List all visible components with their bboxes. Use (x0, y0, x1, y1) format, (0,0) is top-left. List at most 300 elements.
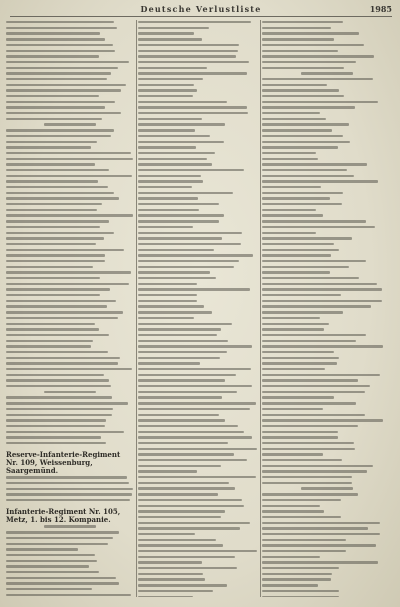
text-line (138, 186, 258, 191)
text-line (262, 44, 392, 49)
text-line (262, 573, 392, 578)
text-line (6, 436, 134, 441)
text-line (6, 186, 134, 191)
text-line (138, 283, 258, 288)
text-line (138, 487, 258, 492)
text-line (6, 294, 134, 299)
text-line (262, 374, 392, 379)
text-line (6, 543, 134, 548)
text-line (138, 470, 258, 475)
text-line (138, 135, 258, 140)
text-line (138, 510, 258, 515)
text-line (6, 425, 134, 430)
text-line (262, 271, 392, 276)
text-line (262, 27, 392, 32)
text-line (262, 436, 392, 441)
text-line (6, 44, 134, 49)
text-line (138, 533, 258, 538)
text-line (262, 118, 392, 123)
text-line (262, 442, 392, 447)
text-line (262, 510, 392, 515)
text-line (262, 317, 392, 322)
text-line (262, 584, 392, 589)
text-line (6, 220, 134, 225)
text-line (262, 408, 392, 413)
text-line (262, 158, 392, 163)
text-line (6, 61, 134, 66)
text-line (262, 402, 392, 407)
text-line (6, 277, 134, 282)
text-line (138, 476, 258, 481)
text-line (138, 169, 258, 174)
text-line (6, 101, 134, 106)
text-line (6, 414, 134, 419)
text-line (138, 232, 258, 237)
text-column-middle (138, 20, 258, 597)
text-line (6, 385, 134, 390)
text-line (6, 266, 134, 271)
text-line (138, 550, 258, 555)
text-line (6, 78, 134, 83)
text-line (262, 448, 392, 453)
text-line (138, 573, 258, 578)
text-line (138, 578, 258, 583)
text-line (138, 158, 258, 163)
text-line (138, 539, 258, 544)
text-line (6, 351, 134, 356)
text-line (138, 567, 258, 572)
text-line (138, 129, 258, 134)
text-line (6, 84, 134, 89)
text-line (138, 374, 258, 379)
text-line (138, 67, 258, 72)
text-line (6, 340, 134, 345)
text-line (262, 38, 392, 43)
text-line (6, 283, 134, 288)
text-line (262, 323, 392, 328)
text-line (262, 50, 392, 55)
text-line (262, 214, 392, 219)
text-line (262, 243, 392, 248)
text-line (138, 305, 258, 310)
text-line (262, 112, 392, 117)
text-line (138, 237, 258, 242)
text-line (138, 385, 258, 390)
text-line (6, 288, 134, 293)
text-line (262, 180, 392, 185)
text-line (262, 362, 392, 367)
text-line (262, 539, 392, 544)
text-line (6, 38, 134, 43)
text-line (262, 522, 392, 527)
text-line (138, 505, 258, 510)
subsection-line (6, 391, 134, 396)
text-line (262, 453, 392, 458)
text-line (138, 209, 258, 214)
text-line (138, 465, 258, 470)
text-line (262, 32, 392, 37)
text-line (262, 192, 392, 197)
text-line (6, 531, 134, 536)
text-line (262, 470, 392, 475)
text-line (138, 328, 258, 333)
text-line (6, 254, 134, 259)
text-line (262, 533, 392, 538)
text-line (6, 577, 134, 582)
text-line (138, 584, 258, 589)
text-line (6, 50, 134, 55)
text-line (6, 334, 134, 339)
text-line (138, 522, 258, 527)
subsection-line (262, 487, 392, 492)
subsection-line (6, 525, 134, 530)
text-line (262, 334, 392, 339)
page-number: 1985 (369, 4, 392, 14)
text-line (6, 582, 134, 587)
text-line (6, 374, 134, 379)
text-line (6, 476, 134, 481)
text-line (138, 448, 258, 453)
text-line (262, 544, 392, 549)
text-line (138, 243, 258, 248)
text-line (262, 476, 392, 481)
text-line (262, 431, 392, 436)
text-line (262, 311, 392, 316)
text-line (262, 226, 392, 231)
text-line (262, 163, 392, 168)
text-line (138, 414, 258, 419)
text-line (262, 123, 392, 128)
text-line (262, 203, 392, 208)
text-line (6, 237, 134, 242)
text-line (6, 571, 134, 576)
text-line (262, 209, 392, 214)
text-line (262, 129, 392, 134)
text-line (138, 192, 258, 197)
text-line (138, 89, 258, 94)
text-line (138, 50, 258, 55)
text-line (6, 232, 134, 237)
text-line (262, 249, 392, 254)
text-line (262, 300, 392, 305)
text-line (262, 419, 392, 424)
text-line (6, 260, 134, 265)
text-line (262, 197, 392, 202)
text-line (6, 554, 134, 559)
text-line (262, 493, 392, 498)
text-line (6, 214, 134, 219)
regiment-heading: Reserve-Infanterie-Regiment Nr. 109, Weissenburg, Saargemünd. (6, 450, 121, 476)
text-line (138, 112, 258, 117)
text-line (262, 169, 392, 174)
text-line (138, 391, 258, 396)
text-line (138, 396, 258, 401)
text-line (262, 67, 392, 72)
text-line (138, 419, 258, 424)
page-title: Deutsche Verlustliste (140, 4, 262, 14)
text-line (138, 44, 258, 49)
text-line (262, 340, 392, 345)
text-line (262, 186, 392, 191)
text-line (262, 260, 392, 265)
text-line (138, 101, 258, 106)
text-line (138, 27, 258, 32)
text-line (6, 488, 134, 493)
text-column-right (262, 20, 392, 597)
text-line (138, 78, 258, 83)
text-line (262, 135, 392, 140)
text-line (6, 537, 134, 542)
text-line (262, 425, 392, 430)
text-line (138, 214, 258, 219)
text-line (138, 146, 258, 151)
text-line (262, 596, 392, 597)
text-line (138, 544, 258, 549)
text-line (262, 351, 392, 356)
text-line (262, 237, 392, 242)
text-line (138, 288, 258, 293)
text-line (262, 84, 392, 89)
text-line (6, 379, 134, 384)
text-line (138, 493, 258, 498)
text-line (138, 72, 258, 77)
text-line (262, 305, 392, 310)
text-line (6, 442, 134, 447)
text-line (6, 548, 134, 553)
text-line (138, 323, 258, 328)
text-line (138, 141, 258, 146)
text-line (6, 141, 134, 146)
text-line (262, 146, 392, 151)
text-line (138, 260, 258, 265)
text-line (6, 493, 134, 498)
text-line (262, 288, 392, 293)
text-line (262, 561, 392, 566)
text-line (262, 277, 392, 282)
text-line (6, 169, 134, 174)
text-column-left (6, 20, 134, 597)
text-line (262, 89, 392, 94)
text-line (262, 379, 392, 384)
text-line (6, 271, 134, 276)
text-line (138, 118, 258, 123)
text-line (138, 21, 258, 26)
regiment-heading: Infanterie-Regiment Nr. 105, Metz, 1. bis 12. Kompanie. (6, 507, 121, 525)
text-line (138, 220, 258, 225)
text-line (138, 203, 258, 208)
text-line (6, 192, 134, 197)
text-line (138, 266, 258, 271)
text-line (138, 61, 258, 66)
text-line (138, 271, 258, 276)
text-line (6, 431, 134, 436)
subsection-line (6, 123, 134, 128)
text-line (138, 317, 258, 322)
text-line (262, 499, 392, 504)
text-line (6, 317, 134, 322)
text-line (262, 516, 392, 521)
text-line (138, 38, 258, 43)
text-line (262, 459, 392, 464)
text-line (6, 328, 134, 333)
text-line (262, 567, 392, 572)
text-line (262, 556, 392, 561)
text-line (6, 305, 134, 310)
text-line (262, 55, 392, 60)
text-line (138, 180, 258, 185)
text-line (262, 505, 392, 510)
text-line (138, 294, 258, 299)
text-line (262, 482, 392, 487)
text-line (6, 408, 134, 413)
text-line (262, 141, 392, 146)
subsection-line (262, 72, 392, 77)
text-line (262, 328, 392, 333)
text-line (262, 396, 392, 401)
text-line (262, 78, 392, 83)
text-line (262, 385, 392, 390)
text-line (6, 67, 134, 72)
text-line (138, 561, 258, 566)
text-line (6, 180, 134, 185)
text-line (262, 254, 392, 259)
text-line (6, 118, 134, 123)
text-line (138, 277, 258, 282)
text-line (138, 425, 258, 430)
text-line (138, 340, 258, 345)
text-line (6, 560, 134, 565)
text-line (6, 27, 134, 32)
text-line (138, 527, 258, 532)
text-line (6, 243, 134, 248)
text-line (138, 362, 258, 367)
page-header (10, 4, 392, 17)
text-line (138, 590, 258, 595)
text-line (6, 203, 134, 208)
text-line (138, 249, 258, 254)
text-line (138, 300, 258, 305)
text-line (138, 442, 258, 447)
text-line (6, 402, 134, 407)
text-line (138, 345, 258, 350)
text-line (262, 578, 392, 583)
text-line (262, 590, 392, 595)
text-line (138, 596, 258, 597)
text-line (138, 123, 258, 128)
text-line (6, 21, 134, 26)
text-line (6, 146, 134, 151)
text-line (6, 55, 134, 60)
text-line (138, 163, 258, 168)
text-line (6, 419, 134, 424)
text-line (262, 391, 392, 396)
text-line (6, 323, 134, 328)
text-line (6, 311, 134, 316)
text-line (6, 396, 134, 401)
text-line (138, 499, 258, 504)
text-line (262, 414, 392, 419)
text-line (6, 135, 134, 140)
text-line (262, 106, 392, 111)
column-divider (136, 20, 137, 597)
text-line (262, 368, 392, 373)
text-line (138, 84, 258, 89)
text-line (6, 89, 134, 94)
text-line (6, 32, 134, 37)
text-line (262, 152, 392, 157)
text-line (262, 101, 392, 106)
text-line (6, 175, 134, 180)
text-line (6, 112, 134, 117)
text-line (6, 158, 134, 163)
text-line (6, 594, 134, 597)
text-line (262, 266, 392, 271)
text-line (6, 482, 134, 487)
text-line (262, 232, 392, 237)
text-line (262, 527, 392, 532)
text-line (138, 311, 258, 316)
text-line (138, 516, 258, 521)
text-line (262, 283, 392, 288)
text-line (6, 249, 134, 254)
text-line (138, 436, 258, 441)
text-line (138, 556, 258, 561)
text-line (138, 32, 258, 37)
text-line (6, 72, 134, 77)
text-line (6, 362, 134, 367)
text-line (6, 129, 134, 134)
text-line (138, 482, 258, 487)
text-line (6, 499, 134, 504)
text-line (6, 226, 134, 231)
text-line (6, 345, 134, 350)
text-line (262, 220, 392, 225)
text-line (138, 95, 258, 100)
text-line (138, 226, 258, 231)
text-line (262, 61, 392, 66)
text-line (6, 163, 134, 168)
text-line (6, 152, 134, 157)
text-line (138, 152, 258, 157)
text-line (262, 21, 392, 26)
text-line (138, 459, 258, 464)
text-line (138, 175, 258, 180)
text-line (262, 175, 392, 180)
text-line (6, 588, 134, 593)
text-line (138, 254, 258, 259)
text-line (138, 453, 258, 458)
text-line (138, 379, 258, 384)
column-divider (260, 20, 261, 597)
text-line (6, 106, 134, 111)
text-line (262, 357, 392, 362)
text-line (138, 55, 258, 60)
text-line (138, 197, 258, 202)
text-line (6, 95, 134, 100)
text-line (6, 565, 134, 570)
text-line (138, 431, 258, 436)
text-line (6, 368, 134, 373)
text-line (138, 368, 258, 373)
text-line (262, 95, 392, 100)
text-line (6, 197, 134, 202)
text-line (138, 402, 258, 407)
text-line (138, 334, 258, 339)
text-line (6, 357, 134, 362)
text-line (138, 351, 258, 356)
text-line (262, 550, 392, 555)
text-line (6, 209, 134, 214)
